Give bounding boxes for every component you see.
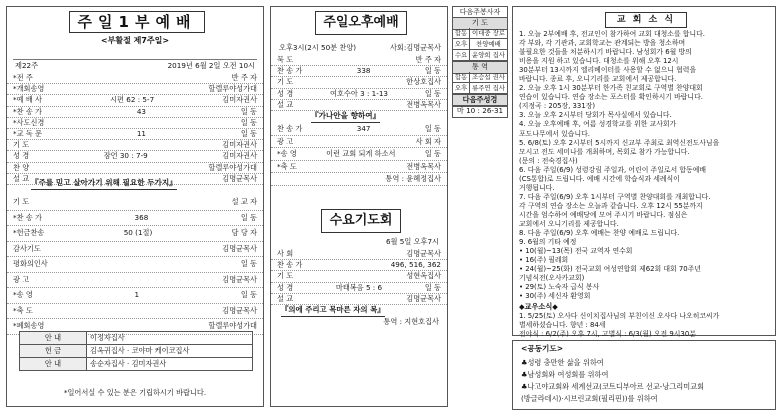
order-item: [7, 118, 263, 129]
item-label: *헌금찬송: [13, 228, 45, 237]
item-leader: 김명균목사: [222, 173, 257, 183]
news-line: • 16(주) 필레회: [519, 256, 569, 265]
afternoon-order-list: [271, 55, 447, 111]
item-detail: [277, 173, 385, 185]
item-detail: 이런 교회 되게 하소서: [326, 149, 396, 159]
order-item: [7, 129, 263, 140]
order-item: [7, 288, 263, 304]
duty-entry: [452, 50, 508, 61]
item-detail: [302, 260, 390, 270]
news-line: 1. 오늘 2부예배 후, 전교인이 참가하여 교회 대청소를 합니다.: [519, 30, 705, 38]
news-line: 시간을 엄수하여 예배당에 모여 주시기 바랍니다. 점심은: [519, 210, 688, 219]
service1-title: 주일1부예배: [69, 11, 205, 33]
order-item: [7, 211, 263, 227]
order-item: [7, 242, 263, 258]
item-leader: 사 회 자: [415, 136, 441, 146]
item-label: *찬 송 가: [13, 212, 42, 222]
volunteer-name: 윤양희 집사: [472, 51, 505, 59]
news-line: 3. 오늘 오후 2시부터 당회가 목사실에서 있습니다.: [519, 111, 672, 120]
news-line: 거행됩니다.: [519, 183, 555, 192]
item-leader: 일 동: [424, 88, 441, 98]
item-leader: 일 동: [424, 282, 441, 292]
news-line: 30분부터 13시까지 엘리베이터를 사용할 수 없으니 협력을: [519, 66, 697, 75]
news-line: • 29(토) 노숙자 급식 봉사: [519, 283, 600, 292]
item-leader: 김명균목사: [222, 243, 257, 253]
order-item: [7, 257, 263, 273]
order-item: [271, 55, 447, 66]
item-label: *찬 송 가: [13, 106, 42, 116]
issue-number: 제22주: [15, 61, 39, 70]
prayer-line: ♣나고야교회와 세계선교(코트디부아르 선교-낭그리미교회: [521, 382, 705, 391]
order-item: [7, 95, 263, 106]
item-leader: 김명균목사: [222, 274, 257, 284]
item-detail: 마태복음 5 : 6: [335, 282, 383, 292]
item-detail: [29, 140, 222, 150]
news-line: 9. 6월의 기타 예정: [519, 238, 577, 247]
item-label: 기 도: [13, 197, 30, 206]
item-leader: 김미자권사: [222, 151, 257, 161]
news-line: 연습이 있습니다. 연습 장소는 포스터를 확인하시기 바랍니다.: [519, 93, 703, 102]
order-item: [7, 84, 263, 95]
item-detail: 11: [136, 129, 146, 139]
item-leader: 일 동: [424, 124, 441, 133]
prayer-line: ♣남성회와 여성회를 위하여: [521, 370, 609, 379]
item-label: 찬 양: [13, 162, 30, 172]
news-line: (문의 : 전숙경집사): [519, 156, 578, 165]
item-leader: 일 동: [240, 212, 257, 222]
news-line: 2. 오늘 오후 1시 30분부터 한가족 친교회로 구역별 찬양대회: [519, 84, 703, 93]
news-line: 5. 6/8(토) 오후 2시부터 5시까지 신교부 주최로 최역신전도사님을: [519, 138, 720, 147]
item-label: 설 교: [13, 173, 30, 183]
duty-row: [20, 332, 253, 345]
item-detail: [293, 136, 415, 148]
volunteers-panel: [452, 6, 508, 128]
item-leader: 할렐루야성가대: [208, 84, 257, 94]
service1-sermon-title: 『주를 믿고 살아가기 위해 필요한 두가지』: [31, 178, 177, 190]
service-type: 오후: [453, 83, 470, 93]
news-line: • 10(월)~13(목) 전국 교역자 연수회: [519, 247, 633, 256]
item-detail: [293, 77, 406, 87]
volunteer-name: 류주연 집사: [472, 84, 505, 92]
afternoon-order-list-2: [271, 123, 447, 186]
item-detail: 338: [356, 66, 371, 76]
news-line: (CS통합)로 드립니다. 예배 시간에 학습식과 세례식이: [519, 174, 680, 183]
duty-entry: [452, 83, 508, 94]
duty-person: 김옥귀집사 · 코야마 케이코집사: [87, 345, 253, 358]
item-leader: 전병옥목사: [406, 99, 441, 109]
volunteer-name: 이대중 장로: [472, 29, 505, 37]
order-item: [271, 249, 447, 260]
order-item: [7, 73, 263, 84]
item-detail: [29, 273, 222, 288]
service1-subtitle: <부활절 제7주일>: [100, 36, 170, 45]
service-type: 수요: [453, 50, 470, 60]
item-detail: [293, 271, 406, 281]
item-label: 기 도: [277, 77, 294, 87]
volunteer-name: 찬양예배: [476, 40, 501, 48]
news-panel: [512, 6, 776, 339]
item-leader: 일 동: [240, 106, 257, 116]
news-line: • 24(월)~25(화) 전국교회 여성연합회 제62회 대회 70주년: [519, 265, 701, 274]
order-item: [7, 151, 263, 162]
order-item: [7, 195, 263, 211]
duty-role: 안 내: [20, 332, 87, 345]
order-item: [7, 163, 263, 174]
prayer-duty-list: [452, 28, 508, 61]
item-label: 기 도: [13, 140, 30, 150]
news-line: 포도나무에서 있습니다.: [519, 129, 590, 138]
news-title: 교 회 소 식: [605, 12, 687, 28]
item-leader: 일 동: [240, 290, 257, 299]
duty-row: [20, 345, 253, 358]
item-detail: [44, 118, 240, 128]
news-line: 4. 오늘 오후예배 후, 여름 성경학교를 위한 교사회가: [519, 120, 677, 129]
member-news-list: [519, 312, 773, 339]
duty-table: [19, 331, 253, 371]
service-type: 합동: [453, 72, 470, 82]
order-item: [7, 304, 263, 320]
news-line: 모시고 전도 세미나를 개최하며, 목회로 참가 가능합니다.: [519, 147, 690, 156]
item-label: *개회송영: [13, 84, 45, 94]
service1-order-list: [7, 73, 263, 185]
item-leader: 김미자권사: [222, 140, 257, 150]
duty-entry: [452, 72, 508, 83]
item-label: 성 경: [13, 151, 30, 161]
afternoon-title: 주일오후예배: [315, 11, 407, 35]
item-detail: 여호수아 3 : 1-13: [330, 88, 388, 98]
item-leader: 일 동: [424, 66, 441, 76]
item-label: *전 주: [13, 73, 33, 82]
item-detail: 347: [356, 124, 371, 133]
order-item: [271, 100, 447, 111]
wednesday-order-list: [271, 249, 447, 305]
afternoon-time: 오후3시(2시 50분 찬양): [279, 43, 357, 52]
issue-row: [15, 61, 255, 71]
item-detail: [44, 84, 208, 94]
news-line: 바랍니다. 종료 후, 오니기리를 교회에서 제공합니다.: [519, 75, 677, 84]
item-label: 설 교: [277, 99, 294, 109]
item-label: 찬 송 가: [277, 66, 303, 76]
wednesday-time: 6월 5일 오후7시: [385, 237, 439, 246]
volunteers-title: 다음주봉사자: [452, 6, 508, 19]
duty-entry: [452, 28, 508, 39]
item-leader: 일 동: [240, 129, 257, 139]
afternoon-time-row: [279, 43, 441, 53]
member-news-head: ◆교우소식◆: [519, 302, 558, 311]
item-leader: 김명균목사: [406, 293, 441, 303]
duty-role: 헌 금: [20, 345, 87, 358]
item-detail: [41, 242, 223, 257]
service1-order-list-2: [7, 195, 263, 335]
order-item: [271, 271, 447, 282]
item-label: 성 경: [277, 282, 294, 292]
item-detail: [293, 249, 406, 259]
item-detail: [293, 100, 406, 110]
item-label: *축 도: [277, 161, 297, 171]
news-line: 6. 다음 주일(6/9) 성령강림 주일과, 어린이 주일로서 합동예배: [519, 165, 707, 174]
order-item: [271, 89, 447, 100]
news-line: 7. 다음 주일(6/9) 오후 1시부터 구역별 찬양대회를 개최합니다.: [519, 192, 711, 201]
prayer-line: ♣성령 충만한 삶을 위하여: [521, 358, 604, 367]
item-label: *폐회송영: [13, 321, 45, 330]
item-detail: [33, 304, 223, 319]
order-item: [271, 148, 447, 161]
item-leader: 반 주 자: [415, 55, 441, 64]
order-item: [271, 283, 447, 294]
item-label: 찬 송 가: [277, 124, 303, 133]
item-leader: 통역 : 윤혜정집사: [385, 174, 441, 184]
order-item: [271, 66, 447, 77]
next-reading: 마 10 : 26-31: [452, 105, 508, 118]
member-news-line: 전야식 : 6/2(주) 오후 7시, 고별식 : 6/3(월) 오전 9시30분: [519, 330, 696, 339]
item-leader: 반 주 자: [231, 73, 257, 82]
item-detail: 잠언 30 : 7-9: [103, 151, 148, 161]
item-detail: 시편 62 : 5-7: [110, 95, 155, 105]
wednesday-title: 수요기도회: [321, 209, 401, 233]
item-label: 설 교: [277, 293, 294, 303]
order-item: [7, 140, 263, 151]
service-type: 합동: [453, 28, 470, 38]
interpretation-duty-list: [452, 72, 508, 94]
common-prayer-panel: [512, 340, 776, 410]
order-item: [271, 260, 447, 271]
item-detail: [29, 163, 208, 173]
wednesday-sermon-title: 『의에 주리고 목마른 자의 복』: [281, 305, 385, 317]
item-leader: 일 동: [240, 259, 257, 268]
item-detail: 368: [134, 212, 149, 222]
order-item: [7, 273, 263, 289]
item-label: 광 고: [13, 274, 30, 284]
order-item: [7, 226, 263, 242]
item-label: 찬 송 가: [277, 260, 303, 270]
news-line: 8. 다음 주일(6/9) 오후 예배는 찬양 예배로 드립니다.: [519, 229, 680, 238]
item-label: 기 도: [277, 271, 294, 281]
item-leader: 김명균목사: [406, 249, 441, 258]
order-item: [271, 173, 447, 186]
item-leader: 496, 516, 362: [390, 260, 441, 270]
service1-panel: [6, 6, 264, 407]
afternoon-leader: 사회:김명균목사: [389, 43, 441, 52]
item-detail: [33, 73, 232, 83]
item-detail: 1: [134, 290, 140, 299]
item-detail: [293, 55, 415, 65]
member-news-line: 별세하셨습니다. 향년 : 84세: [519, 321, 606, 330]
item-leader: 한상호집사: [406, 77, 441, 87]
divider: [13, 59, 257, 60]
next-reading-head: 다음주성경: [452, 94, 508, 107]
item-leader: 김미자권사: [222, 95, 257, 105]
item-leader: 김명균목사: [222, 305, 257, 315]
order-item: [271, 123, 447, 136]
item-label: *예 배 사: [13, 95, 42, 105]
common-prayer-list: [521, 357, 773, 405]
duty-person: 송순자집사 · 김미자권사: [87, 358, 253, 371]
item-leader: 할렐루야성가대: [208, 162, 257, 172]
order-item: [271, 294, 447, 305]
item-label: *송 영: [13, 290, 33, 299]
item-detail: [29, 195, 231, 210]
order-item: [271, 77, 447, 88]
afternoon-sermon-title: 『가나안을 향하여』: [311, 111, 380, 123]
item-label: 사 회: [277, 249, 294, 258]
item-label: *축 도: [13, 305, 33, 315]
item-label: 감사기도: [13, 243, 41, 253]
prayer-line: (방글라데시)·시브린교회(필리핀))를 위하여: [521, 394, 658, 403]
item-label: 광 고: [277, 136, 294, 146]
duty-entry: [452, 39, 508, 50]
news-line: 교회에서 오니기리를 제공합니다.: [519, 219, 619, 228]
duty-role: 안 내: [20, 358, 87, 371]
item-label: *교 독 문: [13, 129, 42, 139]
item-leader: 일 동: [240, 117, 257, 127]
news-line: 불필요한 것들을 처분하시기 바랍니다. 남성회가 6월 방의: [519, 48, 692, 57]
duty-row: [20, 358, 253, 371]
item-detail: [293, 294, 406, 304]
item-label: 묵 도: [277, 55, 294, 64]
item-label: *사도신경: [13, 117, 45, 127]
member-news-line: 1. 5/25(토) 오사다 신이치집사님의 부친이신 오사다 나오히코씨가: [519, 312, 720, 320]
interpretation-head: 통 역: [452, 61, 508, 74]
order-item: [271, 136, 447, 149]
item-detail: [48, 257, 241, 272]
order-item: [7, 107, 263, 118]
news-line: • 30(주) 세신자 환영회: [519, 292, 591, 301]
item-leader: 담 당 자: [231, 228, 257, 237]
news-line: 각 부와, 각 기관과, 교회학교는 관계되는 방을 청소하며: [519, 39, 686, 48]
item-leader: 설 교 자: [231, 197, 257, 206]
item-leader: 전병옥목사: [406, 161, 441, 171]
item-leader: 성현옥집사: [406, 271, 441, 281]
news-line: 각 구역의 연습 장소는 오늘과 같습니다. 오후 12시 55분까지: [519, 201, 703, 210]
afternoon-panel: [270, 6, 448, 407]
item-detail: [297, 161, 407, 173]
duty-person: 이정자집사: [87, 332, 253, 345]
news-line: 비용을 지원 하고 있습니다. 대청소를 위해 오후 12시: [519, 57, 679, 66]
item-label: 평화의인사: [13, 259, 48, 268]
prayer-head: 기 도: [452, 17, 508, 30]
news-list: [519, 30, 773, 301]
standing-footnote: *일어서실 수 있는 분은 기립하시기 바랍니다.: [63, 388, 207, 397]
item-detail: 43: [136, 106, 146, 116]
item-label: 성 경: [277, 88, 294, 98]
order-item: [271, 161, 447, 174]
item-label: *송 영: [277, 149, 297, 159]
common-prayer-title: <공동기도>: [521, 344, 564, 353]
item-leader: 일 동: [424, 149, 441, 159]
service-date: 2019년 6월 2일 오전 10시: [167, 61, 255, 70]
wednesday-interpreter: 통역 : 지현호집사: [383, 317, 439, 326]
item-detail: 50 (1절): [123, 228, 153, 237]
news-line: (지정곡 : 205장, 331장): [519, 102, 596, 111]
item-leader: 할렐루야성가대: [208, 321, 257, 330]
volunteer-name: 조승섭 권사: [472, 73, 505, 81]
service-type: 오후: [453, 39, 470, 49]
news-line: 기념식전(오사카교회): [519, 274, 585, 283]
